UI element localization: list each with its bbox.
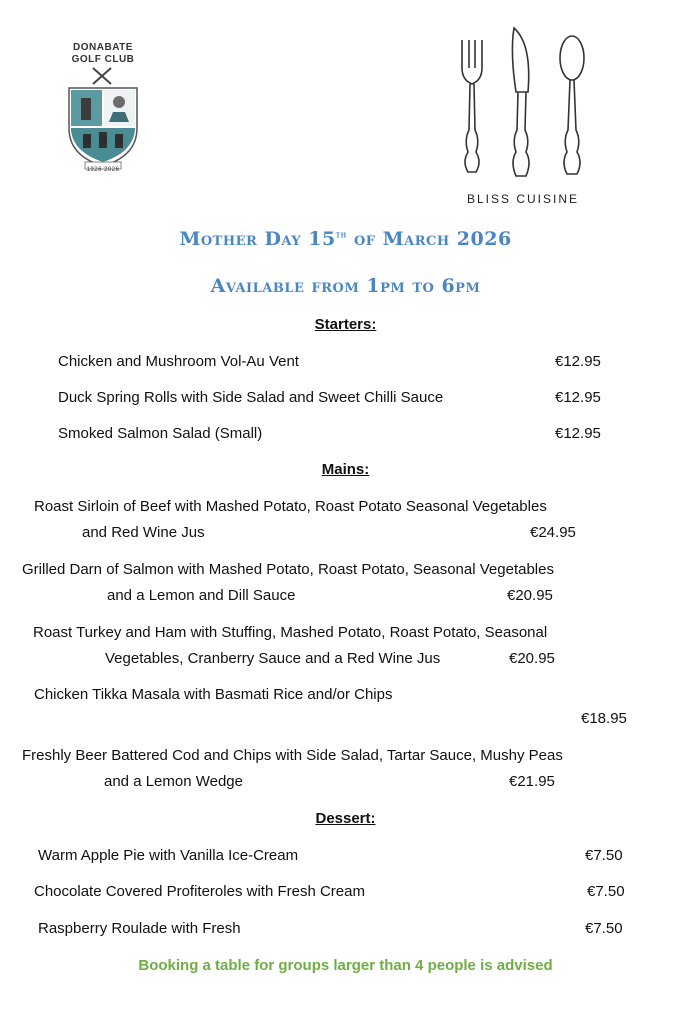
- starter-item-name: Duck Spring Rolls with Side Salad and Sweet Chilli Sauce: [58, 389, 444, 406]
- logo-name-line1: DONABATE: [73, 42, 133, 53]
- main-item-line1: Grilled Darn of Salmon with Mashed Potato, Roast Potato, Seasonal Vegetables: [22, 561, 554, 578]
- main-item-line2: and Red Wine Jus: [82, 524, 205, 541]
- starter-item-price: €12.95: [555, 425, 601, 442]
- main-item-price: €24.95: [530, 524, 576, 541]
- starter-item-price: €12.95: [555, 389, 601, 406]
- main-item-line1: Roast Turkey and Ham with Stuffing, Mashed Potato, Roast Potato, Seasonal: [33, 624, 548, 641]
- starters-heading: Starters:: [314, 316, 377, 333]
- mains-heading: Mains:: [321, 461, 370, 478]
- booking-note: Booking a table for groups larger than 4 people is advised: [138, 957, 553, 974]
- starter-item-name: Smoked Salmon Salad (Small): [58, 425, 263, 442]
- dessert-item-price: €7.50: [585, 847, 623, 864]
- starter-item-name: Chicken and Mushroom Vol-Au Vent: [58, 353, 299, 370]
- menu-availability: Available from 1pm to 6pm: [210, 275, 481, 297]
- main-item-line1: Roast Sirloin of Beef with Mashed Potato, Roast Potato Seasonal Vegetables: [34, 498, 547, 515]
- crest-shield-icon: [63, 66, 143, 174]
- main-item-line2: and a Lemon and Dill Sauce: [107, 587, 296, 604]
- menu-title: Mother Day 15th of March 2026: [179, 228, 512, 250]
- club-logo: [58, 40, 148, 175]
- dessert-item-name: Raspberry Roulade with Fresh: [38, 920, 241, 937]
- dessert-item-price: €7.50: [587, 883, 625, 900]
- main-item-line2: Vegetables, Cranberry Sauce and a Red Wine Jus: [105, 650, 441, 667]
- main-item-price: €20.95: [509, 650, 555, 667]
- main-item-price: €18.95: [581, 710, 627, 727]
- cutlery-icon: [448, 22, 598, 190]
- main-item-line2: and a Lemon Wedge: [104, 773, 243, 790]
- starter-item-price: €12.95: [555, 353, 601, 370]
- dessert-item-price: €7.50: [585, 920, 623, 937]
- dessert-item-name: Chocolate Covered Profiteroles with Fresh Cream: [34, 883, 365, 900]
- logo-years: 1926 2026: [86, 167, 120, 173]
- main-item-line1: Freshly Beer Battered Cod and Chips with Side Salad, Tartar Sauce, Mushy Peas: [22, 747, 563, 764]
- main-item-price: €21.95: [509, 773, 555, 790]
- brand-name: BLISS CUISINE: [466, 192, 580, 206]
- dessert-heading: Dessert:: [315, 810, 376, 827]
- main-item-line1: Chicken Tikka Masala with Basmati Rice and/or Chips: [34, 686, 393, 703]
- dessert-item-name: Warm Apple Pie with Vanilla Ice-Cream: [38, 847, 299, 864]
- main-item-price: €20.95: [507, 587, 553, 604]
- logo-name-line2: GOLF CLUB: [71, 54, 135, 65]
